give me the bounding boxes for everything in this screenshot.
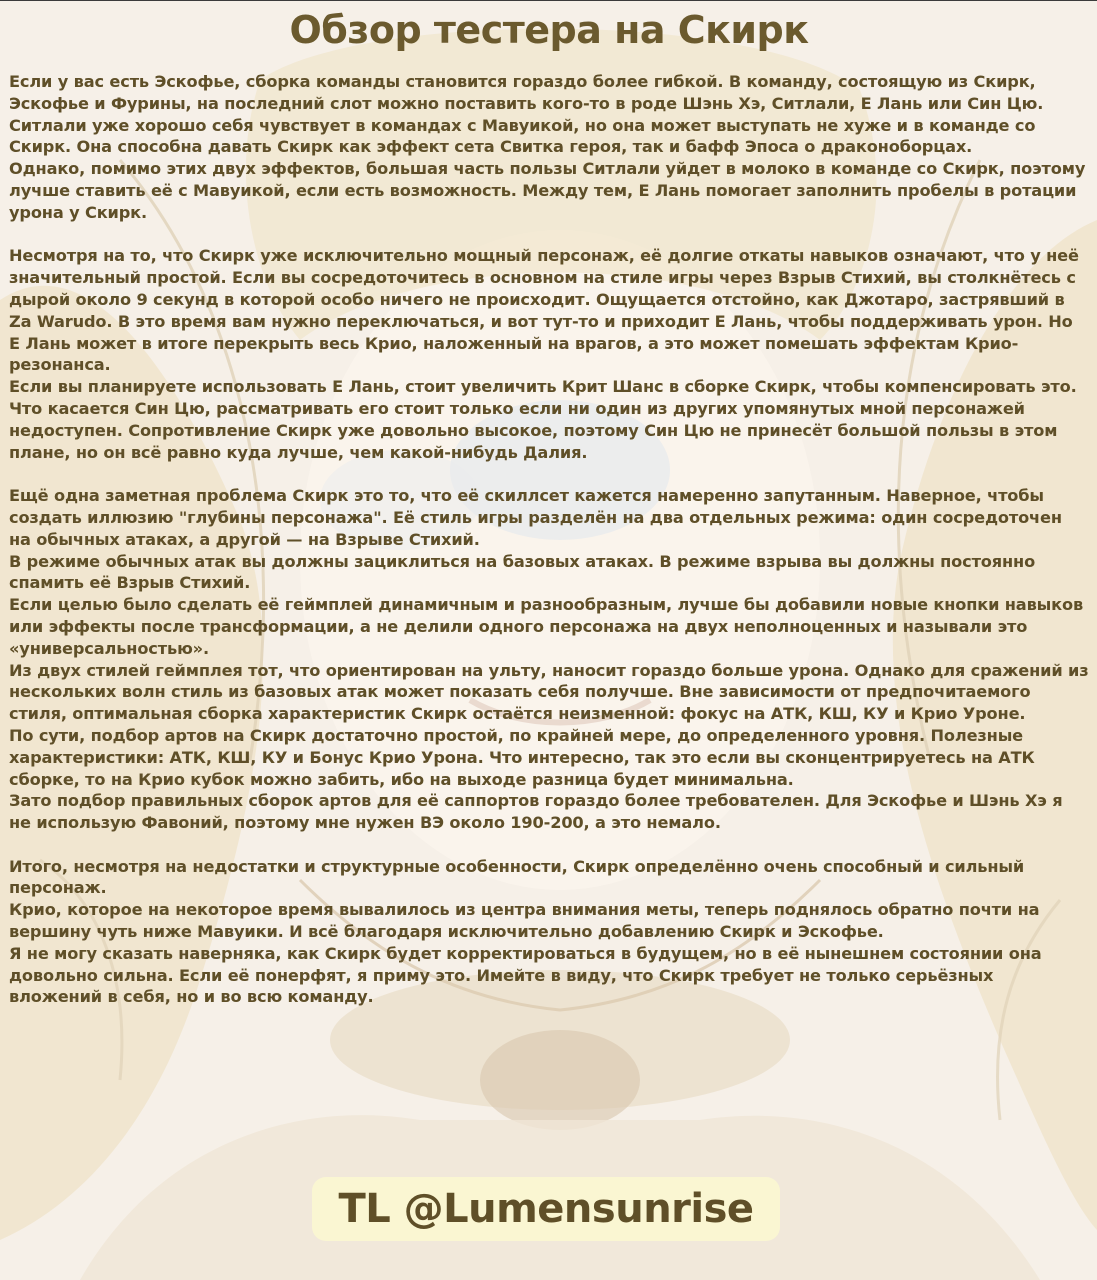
paragraph: Несмотря на то, что Скирк уже исключительно мощный персонаж, её долгие откаты навыков означают, что у неё значительный простой. Если вы сосредоточитесь в основном на стиле игры через Взрыв Стихий, вы столкнётесь с дырой около 9 секунд в которой особо ничего не происходит. Ощущается отстойно, как Джотаро, застрявший в Za Warudo. В это время вам нужно переключаться, и вот тут-то и приходит Е Лань, чтобы поддерживать урон. Но Е Лань может в итоге перекрыть весь Крио, наложенный на врагов, а это может помешать эффектам Крио-резонанса. (9, 246, 1079, 375)
paragraph: Ещё одна заметная проблема Скирк это то, что её скиллсет кажется намеренно запутанным. Наверное, чтобы создать иллюзию "глубины персонажа". Её стиль игры разделён на два отдельных режима: один сосредоточен на обычных атаках, а другой — на Взрыве Стихий. (9, 486, 1062, 549)
paragraph: Если у вас есть Эскофье, сборка команды становится гораздо более гибкой. В команду, состоящую из Скирк, Эскофье и Фурины, на последний слот можно поставить кого-то в роде Шэнь Хэ, Ситлали, Е Лань или Син Цю. (9, 72, 1044, 113)
paragraph: В режиме обычных атак вы должны зациклиться на базовых атаках. В режиме взрыва вы должны постоянно спамить её Взрыв Стихий. (9, 551, 1036, 593)
translator-credit-badge (312, 1177, 780, 1241)
paragraph: Что касается Син Цю, рассматривать его стоит только если ни один из других упомянутых мной персонажей недоступен. Сопротивление Скирк уже довольно высокое, поэтому Син Цю не принесёт большой пользы в этом плане, но он всё равно куда лучше, чем какой-нибудь Далия. (9, 398, 1058, 462)
translator-credit: TL @Lumensunrise (338, 1186, 754, 1232)
paragraph: Из двух стилей геймплея тот, что ориентирован на ульту, наносит гораздо больше урона. Однако для сражений из нескольких волн стиль из базовых атак может показать себя получше. Вне зависимости от предпочитаемого стиля, оптимальная сборка характеристик Скирк остаётся неизменной: фокус на АТК, КШ, КУ и Крио Уроне. (9, 660, 1089, 724)
paragraph: Крио, которое на некоторое время вывалилось из центра внимания меты, теперь поднялось обратно почти на вершину чуть ниже Мавуики. И всё благодаря исключительно добавлению Скирк и Эскофье. (9, 900, 1040, 942)
paragraph: Если вы планируете использовать Е Лань, стоит увеличить Крит Шанс в сборке Скирк, чтобы компенсировать это. (9, 377, 1077, 397)
paragraph: Я не могу сказать наверняка, как Скирк будет корректироваться в будущем, но в её нынешнем состоянии она довольно сильна. Если её понерфят, я приму это. Имейте в виду, что Скирк требует не только серьёзных вложений в себя, но и во всю команду. (9, 943, 1042, 1007)
paragraph: Итого, несмотря на недостатки и структурные особенности, Скирк определённо очень способный и сильный персонаж. (9, 856, 1025, 898)
paragraph: Зато подбор правильных сборок артов для её саппортов гораздо более требователен. Для Эскофье и Шэнь Хэ я не использую Фавоний, поэтому мне нужен ВЭ около 190-200, а это немало. (9, 791, 1063, 833)
paragraph: По сути, подбор артов на Скирк достаточно простой, по крайней мере, до определенного уровня. Полезные характеристики: АТК, КШ, КУ и Бонус Крио Урона. Что интересно, так это если вы сконцентрируетесь на АТК сборке, то на Крио кубок можно забить, ибо на выходе разница будет минимальна. (9, 725, 1035, 789)
review-content (9, 4, 1089, 1008)
paragraph: Ситлали уже хорошо себя чувствует в командах с Мавуикой, но она может выступать не хуже и в команде со Скирк. Она способна давать Скирк как эффект сета Свитка героя, так и бафф Эпоса о драконоборцах. (9, 115, 1036, 157)
page-title: Обзор тестера на Скирк (289, 8, 809, 52)
top-border (0, 0, 1097, 1)
paragraph: Однако, помимо этих двух эффектов, большая часть пользы Ситлали уйдет в молоко в команде со Скирк, поэтому лучше ставить её с Мавуикой, если есть возможность. Между тем, Е Лань помогает заполнить пробелы в ротации урона у Скирк. (9, 159, 1086, 222)
paragraph: Если целью было сделать её геймплей динамичным и разнообразным, лучше бы добавили новые кнопки навыков или эффекты после трансформации, а не делили одного персонажа на двух неполноценных и называли это «универсальностью». (9, 595, 1084, 658)
review-body (9, 71, 1089, 1008)
